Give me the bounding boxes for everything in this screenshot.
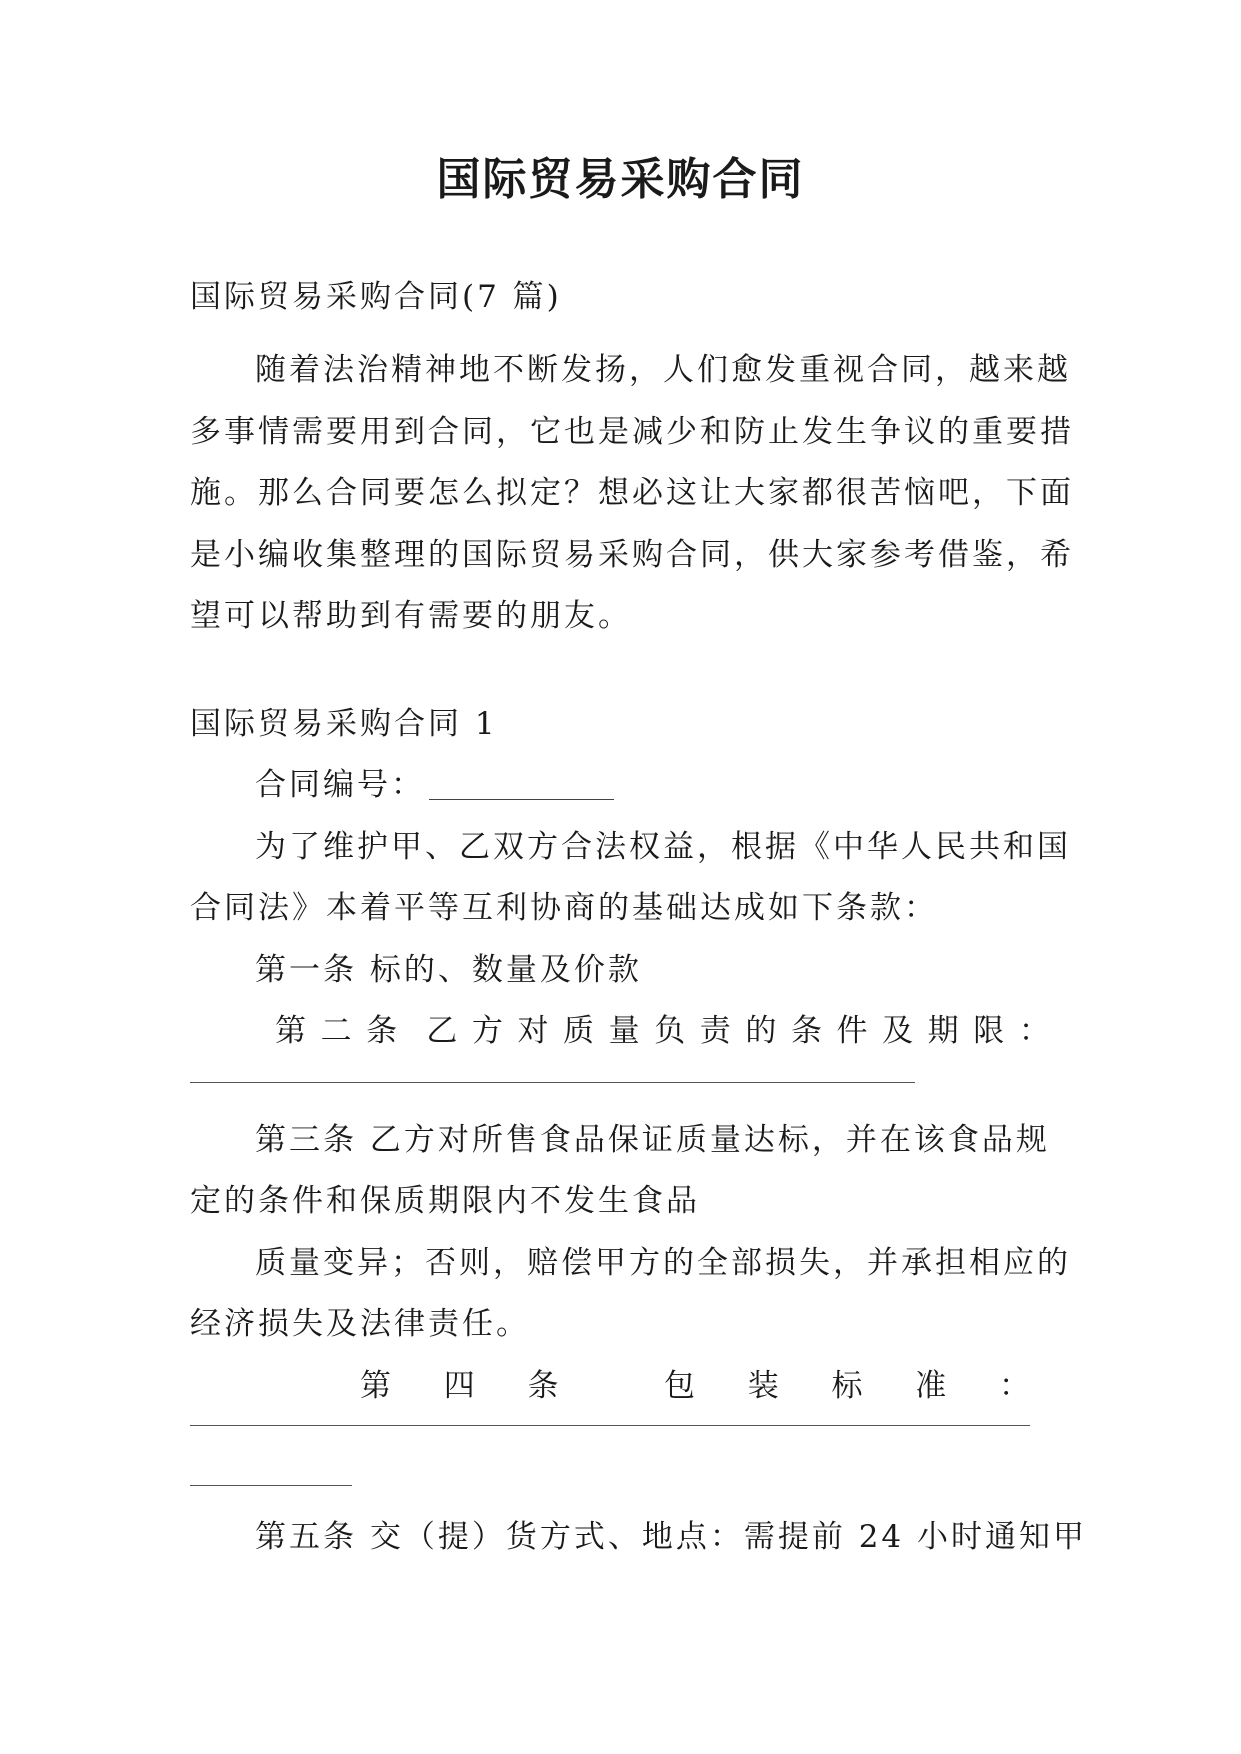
article-4-char: ： (999, 1368, 1030, 1404)
article-4-char: 标 (831, 1368, 863, 1404)
article-4-char: 第 (360, 1368, 391, 1404)
article-3-line-2: 定的条件和保质期限内不发生食品 (190, 1183, 700, 1219)
article-4-blank-line-2 (190, 1485, 352, 1486)
article-3-line-3: 质量变异；否则，赔偿甲方的全部损失，并承担相应的 (255, 1245, 1071, 1281)
article-4 (360, 1364, 1030, 1408)
document-subtitle: 国际贸易采购合同(7 篇) (190, 279, 562, 315)
document-title: 国际贸易采购合同 (436, 154, 805, 205)
article-2-char: 的 (745, 1013, 777, 1049)
article-2-char: 第 (275, 1013, 306, 1049)
intro-line-3: 施。那么合同要怎么拟定？想必这让大家都很苦恼吧，下面 (190, 475, 1074, 511)
article-4-char: 包 (664, 1368, 695, 1404)
article-3-line-4: 经济损失及法律责任。 (190, 1306, 530, 1342)
section-heading: 国际贸易采购合同 1 (190, 706, 498, 742)
contract-number-label: 合同编号： (255, 767, 425, 803)
article-4-blank-line-1 (190, 1425, 1030, 1426)
article-2-char: 负 (654, 1013, 686, 1049)
article-4-char: 条 (527, 1368, 559, 1404)
article-2-char: 方 (471, 1013, 503, 1049)
intro-line-5: 望可以帮助到有需要的朋友。 (190, 598, 632, 634)
preamble-line-1: 为了维护甲、乙双方合法权益，根据《中华人民共和国 (255, 829, 1071, 865)
article-2-char: 期 (927, 1013, 959, 1049)
article-2-char: 条 (366, 1013, 398, 1049)
article-2-char: 责 (699, 1013, 731, 1049)
article-2-char: 乙 (426, 1013, 458, 1049)
article-2 (275, 1009, 1050, 1053)
article-2-char: ： (1018, 1013, 1050, 1049)
article-2-char: 量 (608, 1013, 640, 1049)
article-2-char: 及 (882, 1013, 914, 1049)
article-1: 第一条 标的、数量及价款 (255, 952, 642, 988)
intro-line-1: 随着法治精神地不断发扬，人们愈发重视合同，越来越 (255, 352, 1071, 388)
article-2-char: 条 (790, 1013, 822, 1049)
article-4-char: 四 (443, 1368, 475, 1404)
article-2-char: 二 (320, 1013, 352, 1049)
article-4-char: 装 (747, 1368, 779, 1404)
intro-line-2: 多事情需要用到合同，它也是减少和防止发生争议的重要措 (190, 414, 1074, 450)
contract-number-row (255, 763, 1115, 807)
article-2-char: 件 (836, 1013, 868, 1049)
article-2-char: 限 (973, 1013, 1005, 1049)
article-3-line-1: 第三条 乙方对所售食品保证质量达标，并在该食品规 (255, 1122, 1050, 1158)
article-4-char: 准 (915, 1368, 947, 1404)
article-2-char: 对 (517, 1013, 549, 1049)
preamble-line-2: 合同法》本着平等互利协商的基础达成如下条款： (190, 890, 938, 926)
article-2-blank-line (190, 1082, 915, 1083)
contract-number-blank (429, 773, 614, 800)
intro-line-4: 是小编收集整理的国际贸易采购合同，供大家参考借鉴，希 (190, 537, 1074, 573)
article-2-char: 质 (563, 1013, 595, 1049)
article-5: 第五条 交（提）货方式、地点：需提前 24 小时通知甲 (255, 1519, 1088, 1555)
